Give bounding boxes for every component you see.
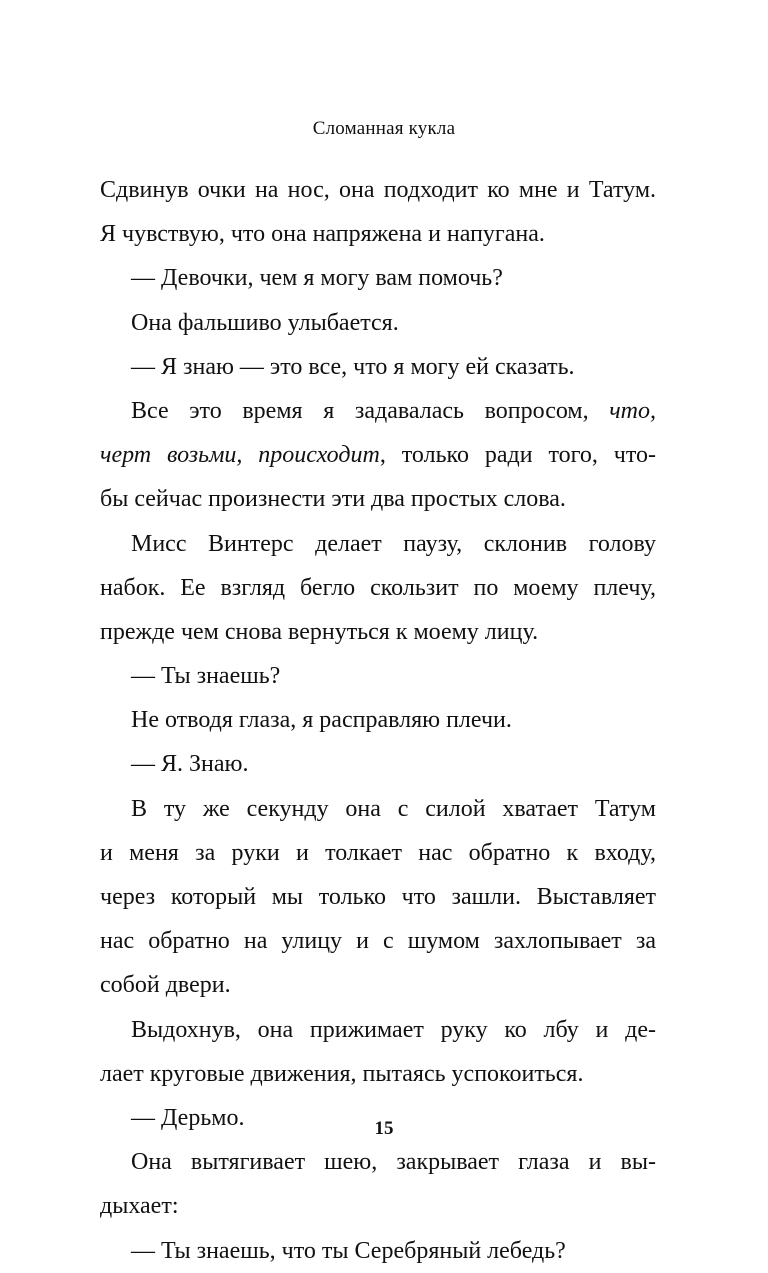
- text-line: собой двери.: [100, 972, 231, 999]
- text-block: [100, 168, 656, 1273]
- text-line: В ту же секунду она с силой хватает Татум: [131, 795, 656, 822]
- dialogue-line: — Дерьмо.: [131, 1104, 245, 1131]
- text-line: прежде чем снова вернуться к моему лицу.: [100, 618, 539, 645]
- page-number: 15: [374, 1118, 394, 1139]
- dialogue-line: — Я знаю — это все, что я могу ей сказать.: [131, 353, 575, 380]
- dialogue-line: — Я. Знаю.: [131, 751, 249, 778]
- text-line: Мисс Винтерс делает паузу, склонив голову: [131, 530, 656, 557]
- text-span: Все это время я задавалась вопросом,: [131, 397, 610, 424]
- dialogue-line: — Ты знаешь?: [131, 663, 281, 690]
- text-line: Не отводя глаза, я расправляю плечи.: [131, 707, 512, 734]
- text-line: бы сейчас произнести эти два простых слова.: [100, 486, 566, 513]
- text-line: [100, 389, 656, 433]
- text-line: дыхает:: [100, 1193, 179, 1220]
- text-line: нас обратно на улицу и с шумом захлопывает за: [100, 928, 656, 955]
- text-line: Она фальшиво улыбается.: [131, 309, 399, 336]
- dialogue-line: — Ты знаешь, что ты Серебряный лебедь?: [131, 1237, 566, 1264]
- italic-span: что,: [609, 397, 656, 424]
- text-line: [100, 433, 656, 477]
- text-line: лает круговые движения, пытаясь успокоиться.: [100, 1060, 584, 1087]
- text-line: Выдохнув, она прижимает руку ко лбу и де-: [131, 1016, 656, 1043]
- text-line: Я чувствую, что она напряжена и напугана.: [100, 221, 545, 248]
- running-head: Сломанная кукла: [312, 118, 456, 139]
- text-line: и меня за руки и толкает нас обратно к входу,: [100, 839, 656, 866]
- text-line: Она вытягивает шею, закрывает глаза и вы-: [131, 1149, 656, 1176]
- text-line: через который мы только что зашли. Выставляет: [100, 884, 656, 910]
- text-line: набок. Ее взгляд бегло скользит по моему плечу,: [100, 574, 656, 601]
- text-span: , только ради того, что-: [379, 442, 656, 469]
- dialogue-line: — Девочки, чем я могу вам помочь?: [131, 265, 503, 292]
- italic-span: черт возьми, происходит: [100, 442, 380, 469]
- text-line: Сдвинув очки на нос, она подходит ко мне и Татум.: [100, 177, 656, 203]
